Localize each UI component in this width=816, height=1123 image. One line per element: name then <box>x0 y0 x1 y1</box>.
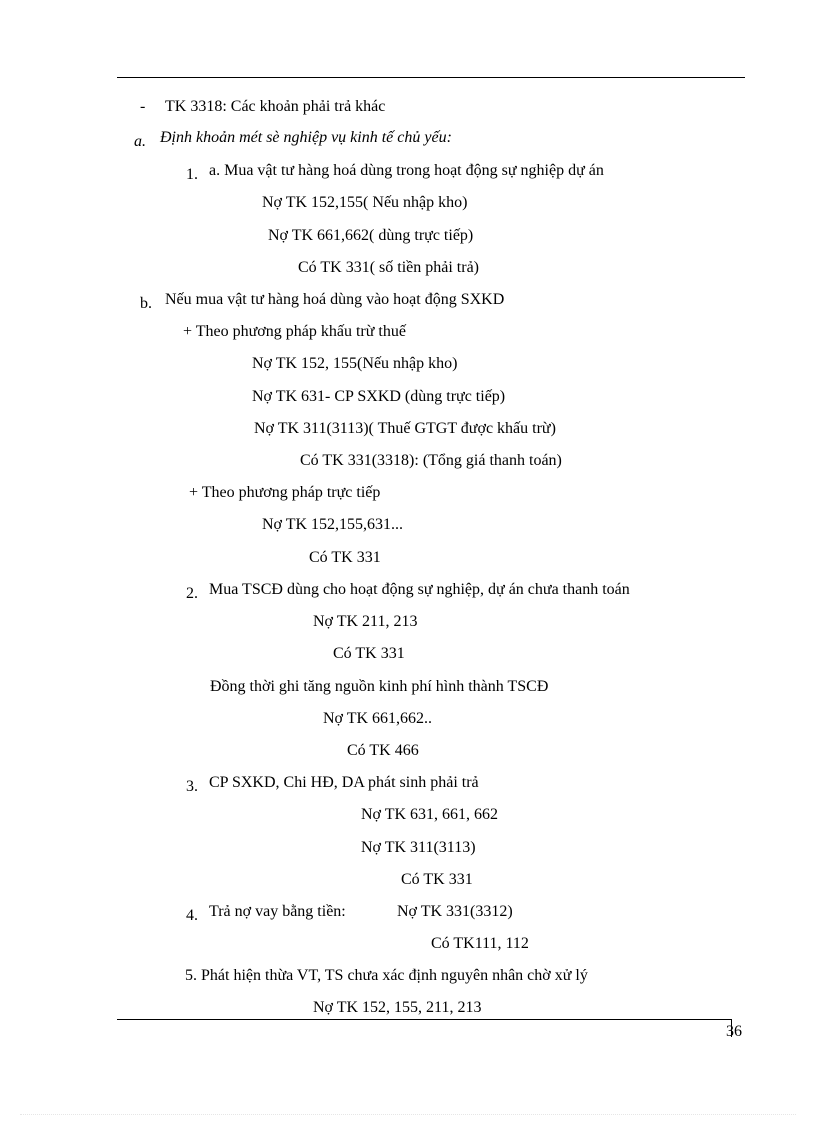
list-marker-b: b. <box>140 295 152 312</box>
entry-line: Nợ TK 152, 155(Nếu nhập kho) <box>252 355 458 372</box>
entry-line: Có TK 331 <box>401 871 473 888</box>
entry-line: Nợ TK 631- CP SXKD (dùng trực tiếp) <box>252 388 506 405</box>
note-line: Đồng thời ghi tăng nguồn kinh phí hình thành TSCĐ <box>210 678 549 695</box>
subsection-heading: Định khoản mét sè nghiệp vụ kinh tế chủ yếu: <box>160 129 452 146</box>
footer-rule <box>117 1019 731 1020</box>
item-b-title: Nếu mua vật tư hàng hoá dùng vào hoạt động SXKD <box>165 291 505 308</box>
entry-line: Có TK 331 <box>333 645 405 662</box>
entry-line: Có TK 331 <box>309 549 381 566</box>
entry-line: Có TK 466 <box>347 742 419 759</box>
list-marker-4: 4. <box>186 907 198 924</box>
entry-line: Nợ TK 152,155( Nếu nhập kho) <box>262 194 468 211</box>
entry-line: Nợ TK 661,662.. <box>323 710 433 727</box>
item-2-title: Mua TSCĐ dùng cho hoạt động sự nghiệp, dự án chưa thanh toán <box>209 581 630 598</box>
entry-line: Nợ TK 152, 155, 211, 213 <box>313 999 482 1016</box>
list-marker-3: 3. <box>186 778 198 795</box>
entry-line: Nợ TK 211, 213 <box>313 613 418 630</box>
entry-line: Nợ TK 331(3312) <box>397 903 513 920</box>
list-marker-1: 1. <box>186 166 198 183</box>
page-number: 36 <box>726 1023 742 1040</box>
section-heading: TK 3318: Các khoản phải trả khác <box>165 98 386 115</box>
list-marker-a: a. <box>134 133 146 150</box>
bottom-dotted-line <box>20 1114 796 1115</box>
item-5-title: 5. Phát hiện thừa VT, TS chưa xác định nguyên nhân chờ xử lý <box>185 967 588 984</box>
entry-line: Nợ TK 311(3113)( Thuế GTGT được khấu trừ) <box>254 420 556 437</box>
entry-line: Nợ TK 661,662( dùng trực tiếp) <box>268 227 474 244</box>
entry-line: Có TK 331( số tiền phải trả) <box>298 259 480 276</box>
entry-line: Có TK 331(3318): (Tổng giá thanh toán) <box>300 452 562 469</box>
entry-line: Nợ TK 311(3113) <box>361 839 476 856</box>
item-3-title: CP SXKD, Chi HĐ, DA phát sinh phải trả <box>209 774 479 791</box>
header-rule <box>117 77 745 78</box>
list-marker-2: 2. <box>186 585 198 602</box>
item-1-title: a. Mua vật tư hàng hoá dùng trong hoạt động sự nghiệp dự án <box>209 162 604 179</box>
item-4-title: Trả nợ vay bằng tiền: <box>209 903 346 920</box>
entry-line: Nợ TK 631, 661, 662 <box>361 806 499 823</box>
entry-line: Nợ TK 152,155,631... <box>262 516 404 533</box>
entry-line: Có TK111, 112 <box>431 935 529 952</box>
dash-marker: - <box>140 98 146 115</box>
method-heading: + Theo phương pháp trực tiếp <box>189 484 381 501</box>
method-heading: + Theo phương pháp khấu trừ thuế <box>183 323 406 340</box>
